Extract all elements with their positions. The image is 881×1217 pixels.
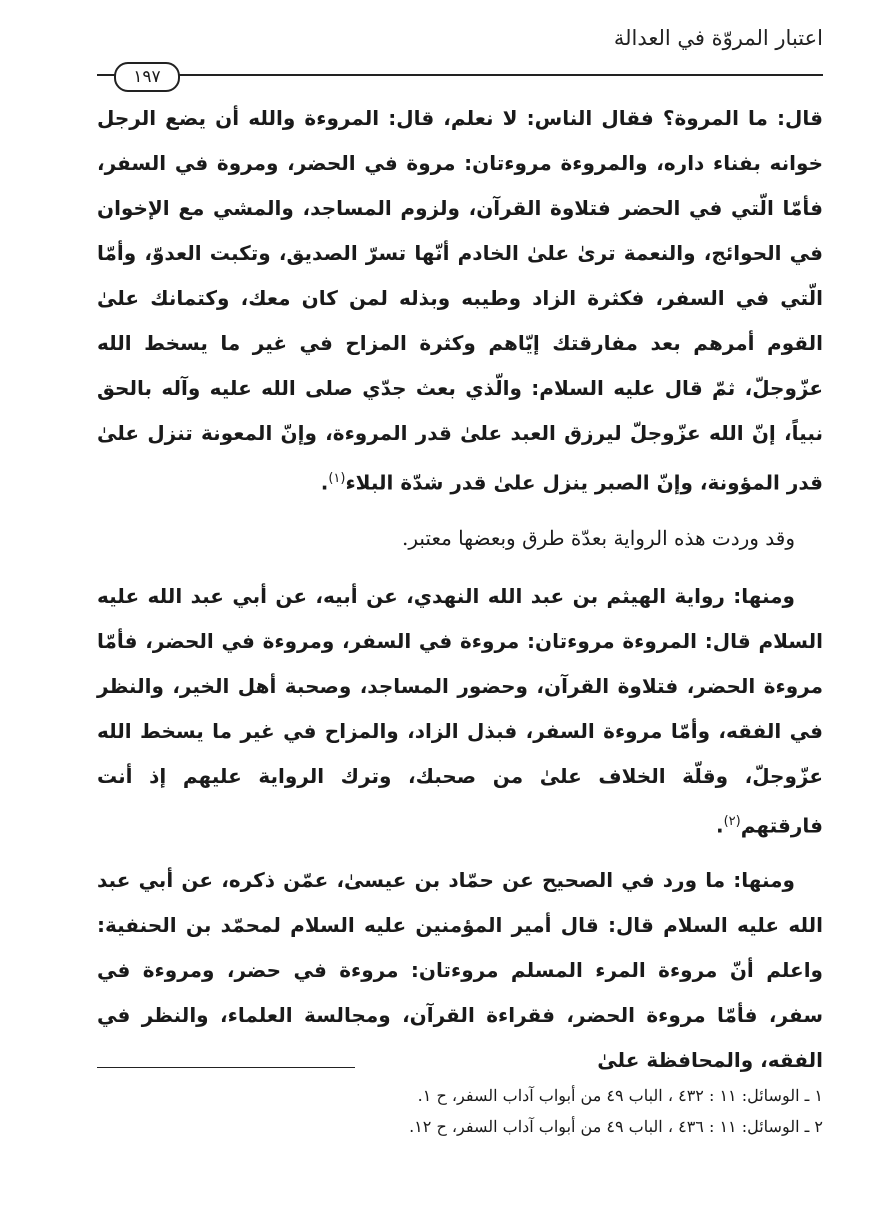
paragraph-hadith-1 xyxy=(97,96,823,506)
header-rule xyxy=(97,74,823,76)
main-text xyxy=(97,96,823,1083)
footnote-1: ١ ـ الوسائل: ١١ : ٤٣٢ ، الباب ٤٩ من أبواب آداب السفر، ح ١. xyxy=(417,1086,823,1105)
footnotes xyxy=(97,1080,823,1142)
footnote-ref-1: (١) xyxy=(328,471,346,486)
paragraph-note xyxy=(97,516,823,561)
paragraph-hadith-2 xyxy=(97,574,823,849)
footnote-ref-2: (٢) xyxy=(723,813,741,829)
paragraph-tail: . xyxy=(320,470,329,495)
paragraph-text: قال: ما المروة؟ فقال الناس: لا نعلم، قال: المروءة والله أن يضع الرجل خوانه بفناء داره، والمروءة مروءتان: مروة في الحضر، ومروة في السفر، فأمّا الّتي في الحضر فتلاوة القرآن، ولزوم المساجد، والمشي مع الإخوان في الحوائج، والنعمة ترىٰ علىٰ الخادم أنّها تسرّ الصديق، وتكبت العدوّ، وأمّا الّتي في السفر، فكثرة الزاد وطيبه وبذله لمن كان معك، وكتمانك علىٰ القوم أمرهم بعد مفارقتك إيّاهم وكثرة المزاح في غير ما يسخط الله عزّوجلّ، ثمّ قال عليه السلام: والّذي بعث جدّي صلى الله عليه وآله بالحق نبياً، إنّ الله عزّوجلّ ليرزق العبد علىٰ قدر المروءة، وإنّ المعونة تنزل علىٰ قدر المؤونة، وإنّ الصبر ينزل علىٰ قدر شدّة البلاء xyxy=(97,106,823,495)
page-number: ١٩٧ xyxy=(114,62,180,92)
paragraph-text: ومنها: رواية الهيثم بن عبد الله النهدي، عن أبيه، عن أبي عبد الله عليه السلام قال: المروءة مروءتان: مروءة في السفر، ومروءة في الحضر، فأمّا مروءة الحضر، فتلاوة القرآن، وحضور المساجد، وصحبة أهل الخير، والنظر في الفقه، وأمّا مروءة السفر، فبذل الزاد، والمزاح في غير ما يسخط الله عزّوجلّ، وقلّة الخلاف علىٰ من صحبك، وترك الرواية عليهم إذ أنت فارقتهم xyxy=(97,583,823,838)
footnote-2: ٢ ـ الوسائل: ١١ : ٤٣٦ ، الباب ٤٩ من أبواب آداب السفر، ح ١٢. xyxy=(409,1117,823,1136)
paragraph-text: ومنها: ما ورد في الصحيح عن حمّاد بن عيسىٰ، عمّن ذكره، عن أبي عبد الله عليه السلام قال: قال أمير المؤمنين عليه السلام لمحمّد بن الحنفية: واعلم أنّ مروءة المرء المسلم مروءتان: مروءة في حضر، ومروءة في سفر، فأمّا مروءة الحضر، فقراءة القرآن، ومجالسة العلماء، والنظر في الفقه، والمحافظة علىٰ xyxy=(97,868,823,1073)
running-title: اعتبار المروّة في العدالة xyxy=(613,26,823,50)
footnote-separator xyxy=(97,1067,355,1068)
paragraph-tail: . xyxy=(715,813,724,838)
paragraph-hadith-3 xyxy=(97,858,823,1083)
paragraph-text: وقد وردت هذه الرواية بعدّة طرق وبعضها معتبر. xyxy=(402,525,795,550)
